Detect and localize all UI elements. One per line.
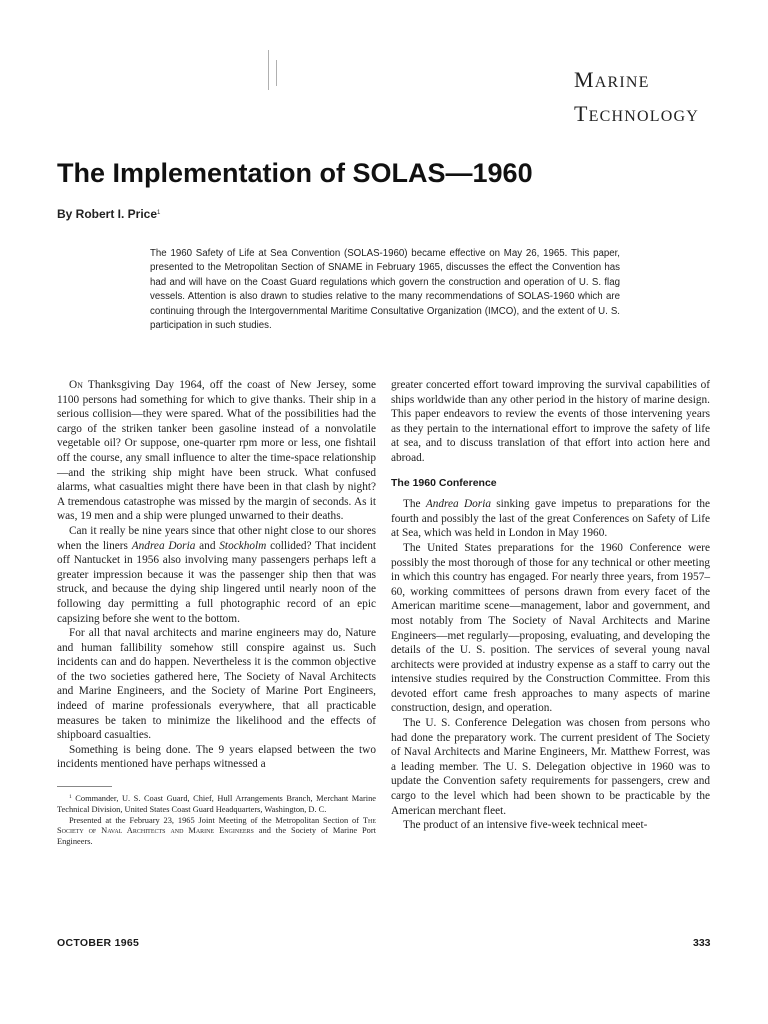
paragraph-5: [391, 497, 710, 541]
page-number: 333: [693, 937, 711, 949]
ship-name: Andrea Doria: [425, 498, 491, 511]
paragraph-text: collided? That incident off Nantucket in 1956 also involving many passengers perhaps left a greater impression because it was the passenger ship then that was struck, and because the dying ship lingered until nearly noon of the following day permitting a full photographic record of an epic capsizing before she went to the bottom.: [57, 539, 377, 625]
journal-name: [574, 64, 744, 132]
journal-name-smallcaps: ARINE: [594, 74, 650, 91]
paragraph-4: Something is being done. The 9 years elapsed between the two incidents mentioned have perhaps witnessed a: [57, 743, 376, 771]
author-name: By Robert I. Price: [57, 207, 158, 221]
paragraph-6: The United States preparations for the 1960 Conference were possibly the most thorough of those for any technical or other meeting in which this country has engaged. For nearly three years, from 1957–60, working committees of persons drawn from every facet of the American maritime scene—management, labor and government, and most notably from The Society of Naval Architects and Marine Engineers—met regularly—proposing, evaluating, and developing the details of the U. S. position. The services of several young naval architects were provided at industry expense as a staff to carry out the intensive studies required by the Construction Committee. From this devoted effort came fresh approaches to many aspects of marine construction, design, and operation.: [391, 541, 710, 715]
ship-name: Stockholm: [219, 539, 267, 552]
paragraph-8: The product of an intensive five-week technical meet-: [403, 819, 648, 832]
issue-date: OCTOBER 1965: [57, 937, 140, 949]
footnote-text: Commander, U. S. Coast Guard, Chief, Hull Arrangements Branch, Merchant Marine Technical Division, United States Coast Guard Headquarters, Washington, D. C.: [57, 794, 376, 814]
right-column: [391, 378, 710, 833]
article-title: The Implementation of SOLAS—1960: [57, 158, 533, 188]
paragraph-text: Can it really be nine years since that other night close to our shores when the liners: [57, 524, 376, 552]
society-name: The Society of Naval Architects and Marine Engineers: [57, 815, 376, 836]
paragraph-1: [57, 378, 376, 524]
paragraph-3: For all that naval architects and marine engineers may do, Nature and human fallibility somehow still conspire against us. Such incidents can and do happen. Nevertheless it is the common objective of the two societies gathered here, The Society of Naval Architects and Marine Engineers, and the Society of Marine Port Engineers, indeed of marine professionals everywhere, that all practicable measures be taken to minimize the likelihood and the effects of shipboard casualties.: [57, 627, 376, 742]
footnote-text: Presented at the February 23, 1965 Joint Meeting of the Metropolitan Section of: [69, 815, 363, 825]
article-byline: [57, 207, 160, 221]
ship-name: Andrea Doria: [131, 539, 196, 552]
journal-name-smallcaps: ECHNOLOGY: [588, 108, 699, 125]
paragraph-text: The: [403, 498, 426, 511]
paragraph-2: [57, 524, 376, 626]
footnote-divider: [57, 786, 112, 787]
footnote-2: [57, 816, 376, 848]
paragraph-text: and: [195, 539, 220, 552]
lead-in: On: [69, 379, 83, 391]
left-column: [57, 378, 376, 848]
paragraph-text: sinking gave impetus to preparations for the fourth and possibly the last of the great Conferences on Safety of Life at Sea, which was held in London in May 1960.: [391, 498, 710, 540]
scan-artifact-lines: [268, 50, 278, 90]
footnote-text: and the Society of Marine Port Engineers.: [57, 826, 376, 847]
paragraph-7: The U. S. Conference Delegation was chosen from persons who had done the preparatory work. The current president of The Society of Naval Architects and Marine Engineers, Mr. Matthew Forrest, was a leading member. The U. S. Delegation objective in 1960 was to update the Convention safety requirements for passengers, crew and cargo to the level which had been shown to be practicable by the American merchant fleet.: [391, 717, 710, 817]
paragraph-text: Thanksgiving Day 1964, off the coast of New Jersey, some 1100 persons had something for which to give thanks. Their ship in a serious collision—they were spared. What of the possibilities had the cargo of the striken tanker been gasoline instead of a nonvolatile vegetable oil? Or suppose, one-quarter rpm more or less, one fishtail off the course, any small influence to alter the time-space relationship—and the striking ship might have been struck. What confused alarms, what casualties might there have been in that clash by night? A tremendous catastrophe was missed by the margin of seconds. As it was, 19 men and a ship were plunged unwarned to their deaths.: [57, 379, 376, 523]
footnote-1: [57, 792, 376, 816]
paragraph-continued: greater concerted effort toward improving the survival capabilities of ships worldwide than any other period in the history of marine design. This paper endeavors to review the events of those intervening years as they pertain to the international effort to improve the safety of life at sea, and to discuss translation of that effort into action here and abroad.: [391, 379, 710, 464]
byline-footnote-mark: 1: [157, 210, 161, 216]
journal-name-line-1: MARINE: [574, 67, 650, 92]
article-abstract: The 1960 Safety of Life at Sea Convention (SOLAS-1960) became effective on May 26, 1965. This paper, presented to the Metropolitan Section of SNAME in February 1965, discusses the effect the Convention has had and will have on the Coast Guard regulations which govern the construction and operation of U. S. flag vessels. Attention is also drawn to studies relative to the many recommendations of SOLAS-1960 which are continuing through the Intergovernmental Maritime Consultative Organization (IMCO), and the extent of U. S. participation in such studies.: [150, 248, 620, 332]
journal-name-line-2: TECHNOLOGY: [574, 101, 699, 126]
section-heading: The 1960 Conference: [391, 476, 497, 489]
footnote-mark: 1: [69, 794, 72, 801]
